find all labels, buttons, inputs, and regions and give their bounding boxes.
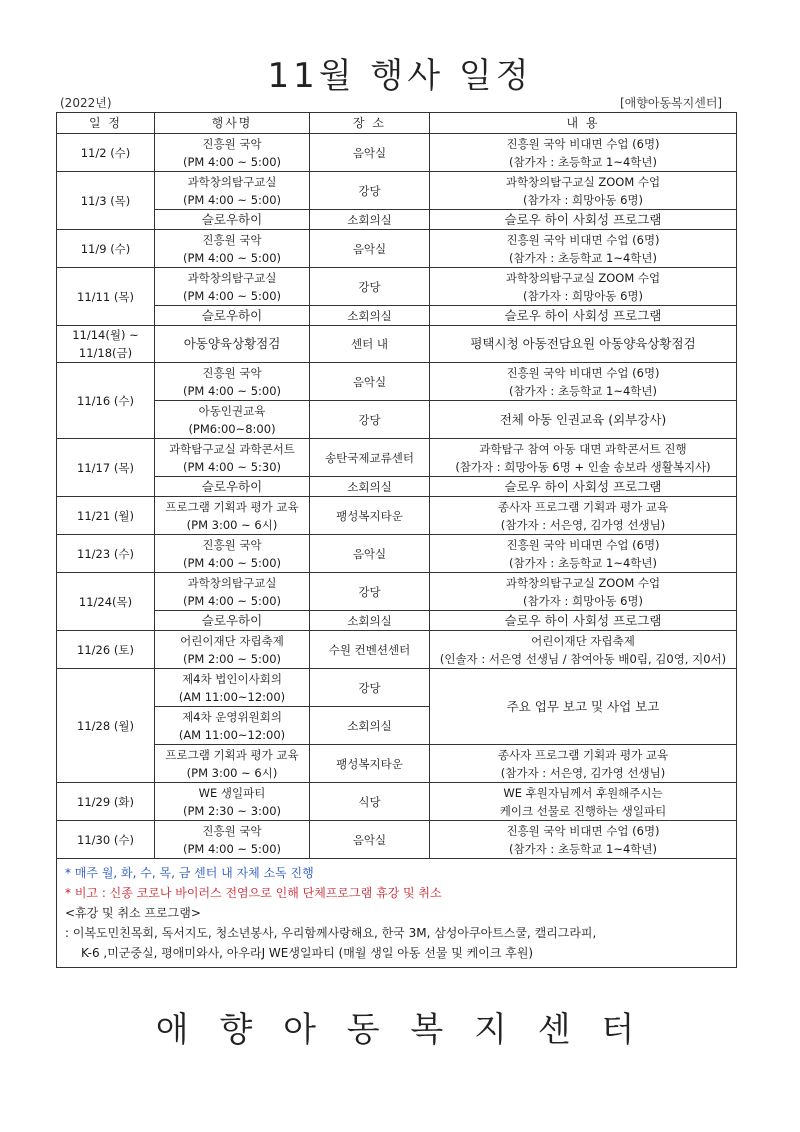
cell-line: (PM 4:00 ~ 5:00) [182,383,282,398]
content-cell [430,134,737,172]
cell-line: (PM 3:00 ~ 6시) [186,517,278,532]
place-cell: 소회의실 [310,210,430,230]
table-row [57,401,737,439]
schedule-table [56,112,737,968]
cell-line: 과학창의탐구교실 ZOOM 수업 [505,174,661,189]
table-row [57,573,737,611]
cell-line: 진흥원 국악 비대면 수업 (6명) [506,136,660,151]
place-cell: 강당 [310,268,430,306]
content-cell [430,306,737,326]
event-cell [155,573,310,611]
cell-line: (참가자 : 희망아동 6명) [522,288,643,303]
place-cell: 소회의실 [310,707,430,745]
cell-line: 종사자 프로그램 기획과 평가 교육 [497,499,669,514]
cell-line: 과학창의탐구교실 [187,174,277,189]
date-cell: 11/26 (토) [57,631,155,669]
cell-line: (PM 4:00 ~ 5:00) [182,593,282,608]
cell-line: 어린이재단 자립축제 [180,633,284,648]
cell-line: (PM 4:00 ~ 5:30) [182,459,282,474]
place-cell: 팽성복지타운 [310,497,430,535]
footer-org-name: 애 향 아 동 복 지 센 터 [155,1010,645,1050]
event-cell [155,821,310,859]
table-row [57,172,737,210]
place-cell: 음악실 [310,230,430,268]
event-cell [155,611,310,631]
table-row [57,669,737,707]
date-cell: 11/11 (목) [57,268,155,326]
place-cell: 소회의실 [310,611,430,631]
content-cell [430,821,737,859]
place-cell: 소회의실 [310,477,430,497]
cell-line: 과학창의탐구교실 ZOOM 수업 [505,270,661,285]
cell-line: (PM6:00~8:00) [188,421,276,436]
event-cell [155,306,310,326]
cell-line: 아동양육상황점검 [183,336,281,351]
table-row [57,611,737,631]
table-row [57,477,737,497]
place-cell: 식당 [310,783,430,821]
event-cell [155,134,310,172]
date-cell: 11/29 (화) [57,783,155,821]
schedule-body [57,134,737,859]
event-cell [155,783,310,821]
cell-line: (PM 4:00 ~ 5:00) [182,250,282,265]
date-cell: 11/23 (수) [57,535,155,573]
table-header-row [57,113,737,134]
cell-line: (참가자 : 초등학교 1~4학년) [508,383,658,398]
content-cell [430,210,737,230]
cell-line: 진흥원 국악 [202,232,262,247]
content-cell [430,497,737,535]
cell-line: 슬로우 하이 사회성 프로그램 [504,612,662,628]
cell-line: 진흥원 국악 [202,136,262,151]
cell-line: WE 생일파티 [198,785,266,800]
content-cell [430,745,737,783]
table-row [57,745,737,783]
place-cell: 센터 내 [310,326,430,363]
org-label: [애향아동복지센터] [620,96,723,110]
cell-line: (참가자 : 서은영, 김가영 선생님) [500,765,666,780]
place-cell: 수원 컨벤션센터 [310,631,430,669]
cell-line: (PM 4:00 ~ 5:00) [182,154,282,169]
note-disinfection: * 매주 월, 화, 수, 목, 금 센터 내 자체 소독 진행 [65,866,314,880]
content-cell [430,268,737,306]
cell-line: 진흥원 국악 비대면 수업 (6명) [506,365,660,380]
table-row [57,535,737,573]
cell-line: 평택시청 아동전담요원 아동양육상황점검 [470,336,696,351]
cell-line: (참가자 : 희망아동 6명) [522,192,643,207]
cell-line: (참가자 : 초등학교 1~4학년) [508,841,658,856]
cell-line: 과학창의탐구교실 ZOOM 수업 [505,575,661,590]
event-cell [155,477,310,497]
cell-line: 진흥원 국악 [202,365,262,380]
event-cell [155,268,310,306]
place-cell: 음악실 [310,134,430,172]
event-cell [155,707,310,745]
event-cell [155,172,310,210]
cell-line: 슬로우 하이 사회성 프로그램 [504,307,662,323]
content-cell [430,439,737,477]
event-cell [155,669,310,707]
content-cell [430,783,737,821]
cell-line: (PM 4:00 ~ 5:00) [182,192,282,207]
cell-line: (AM 11:00~12:00) [178,689,286,704]
event-cell [155,230,310,268]
cell-line: (PM 4:00 ~ 5:00) [182,555,282,570]
cell-line: (참가자 : 초등학교 1~4학년) [508,154,658,169]
place-cell: 강당 [310,172,430,210]
date-cell: 11/21 (월) [57,497,155,535]
table-row [57,230,737,268]
header-place: 장 소 [310,113,430,134]
place-cell: 소회의실 [310,306,430,326]
header-content: 내 용 [430,113,737,134]
content-cell [430,172,737,210]
content-cell [430,363,737,401]
header-date: 일 정 [57,113,155,134]
table-row [57,210,737,230]
table-row [57,326,737,363]
table-row [57,631,737,669]
content-cell [430,573,737,611]
place-cell: 음악실 [310,363,430,401]
cell-line: 진흥원 국악 비대면 수업 (6명) [506,823,660,838]
cell-line: 제4차 법인이사회의 [182,671,282,686]
cell-line: 슬로우하이 [201,307,263,323]
cell-line: 전체 아동 인권교육 (외부강사) [499,411,667,427]
content-cell [430,631,737,669]
cell-line: 진흥원 국악 비대면 수업 (6명) [506,232,660,247]
note-cancel-header: <휴강 및 취소 프로그램> [65,906,201,920]
cell-line: (참가자 : 희망아동 6명 + 인솔 송보라 생활복지사) [455,459,711,474]
cell-line: WE 후원자님께서 후원해주시는 [503,785,663,800]
table-row [57,783,737,821]
table-row [57,306,737,326]
cell-line: 슬로우 하이 사회성 프로그램 [504,211,662,227]
place-cell: 팽성복지타운 [310,745,430,783]
cell-line: (참가자 : 초등학교 1~4학년) [508,250,658,265]
content-cell [430,611,737,631]
content-cell [430,477,737,497]
table-row [57,439,737,477]
event-cell [155,631,310,669]
event-cell [155,401,310,439]
note-covid: * 비고 : 신종 코로나 바이러스 전염으로 인해 단체프로그램 휴강 및 취소 [65,886,442,900]
header-event: 행사명 [155,113,310,134]
cell-line: 아동인권교육 [198,403,266,418]
place-cell: 강당 [310,669,430,707]
cell-line: 종사자 프로그램 기획과 평가 교육 [497,747,669,762]
content-cell [430,230,737,268]
place-cell: 강당 [310,401,430,439]
cell-line: 과학탐구교실 과학콘서트 [169,441,295,456]
cell-line: 슬로우 하이 사회성 프로그램 [504,478,662,494]
content-cell [430,326,737,363]
page-title: 11월 행사 일정 [267,56,533,96]
cell-line: 프로그램 기획과 평가 교육 [165,499,299,514]
cell-line: 슬로우하이 [201,612,263,628]
note-cancel-list-1: : 이복도민친목회, 독서지도, 청소년봉사, 우리함께사랑해요, 한국 3M, 삼성아쿠아트스쿨, 캘리그라피, [65,926,597,940]
cell-line: (참가자 : 초등학교 1~4학년) [508,555,658,570]
date-cell: 11/24(목) [57,573,155,631]
event-cell [155,439,310,477]
event-cell [155,210,310,230]
cell-line: (PM 4:00 ~ 5:00) [182,841,282,856]
cell-line: 어린이재단 자립축제 [531,633,635,648]
cell-line: 제4차 운영위원회의 [182,709,282,724]
table-row [57,363,737,401]
notes-section [57,859,737,968]
date-cell: 11/30 (수) [57,821,155,859]
event-cell [155,497,310,535]
content-cell [430,401,737,439]
cell-line: 프로그램 기획과 평가 교육 [165,747,299,762]
cell-line: 진흥원 국악 비대면 수업 (6명) [506,537,660,552]
event-cell [155,363,310,401]
cell-line: 슬로우하이 [201,211,263,227]
cell-line: (인솔자 : 서은영 선생님 / 참여아동 배0림, 김0영, 지0서) [439,651,727,666]
place-cell: 음악실 [310,535,430,573]
place-cell: 음악실 [310,821,430,859]
date-cell: 11/14(월) ~ 11/18(금) [57,326,155,363]
year-label: (2022년) [60,96,112,110]
date-cell: 11/16 (수) [57,363,155,439]
date-cell: 11/2 (수) [57,134,155,172]
event-cell [155,326,310,363]
note-cancel-list-2: K-6 ,미군중실, 평애미와사, 아우라J WE생일파티 (매월 생일 아동 선물 및 케이크 후원) [81,946,534,960]
cell-line: (PM 4:00 ~ 5:00) [182,288,282,303]
cell-line: (참가자 : 서은영, 김가영 선생님) [500,517,666,532]
table-row [57,821,737,859]
content-cell [430,535,737,573]
place-cell: 강당 [310,573,430,611]
content-cell [430,669,737,745]
cell-line: (참가자 : 희망아동 6명) [522,593,643,608]
cell-line: 진흥원 국악 [202,537,262,552]
event-cell [155,535,310,573]
cell-line: (PM 2:30 ~ 3:00) [182,803,282,818]
cell-line: (AM 11:00~12:00) [178,727,286,742]
date-cell: 11/9 (수) [57,230,155,268]
date-cell: 11/3 (목) [57,172,155,230]
place-cell: 송탄국제교류센터 [310,439,430,477]
table-row [57,497,737,535]
cell-line: 과학탐구 참여 아동 대면 과학콘서트 진행 [479,441,687,456]
event-cell [155,745,310,783]
cell-line: 진흥원 국악 [202,823,262,838]
cell-line: 케이크 선물로 진행하는 생일파티 [499,803,667,818]
cell-line: 과학창의탐구교실 [187,270,277,285]
cell-line: 주요 업무 보고 및 사업 보고 [506,698,660,714]
date-cell: 11/17 (목) [57,439,155,497]
cell-line: (PM 2:00 ~ 5:00) [182,651,282,666]
cell-line: (PM 3:00 ~ 6시) [186,765,278,780]
date-cell: 11/28 (월) [57,669,155,783]
cell-line: 슬로우하이 [201,478,263,494]
cell-line: 과학창의탐구교실 [187,575,277,590]
table-row [57,268,737,306]
table-row [57,134,737,172]
